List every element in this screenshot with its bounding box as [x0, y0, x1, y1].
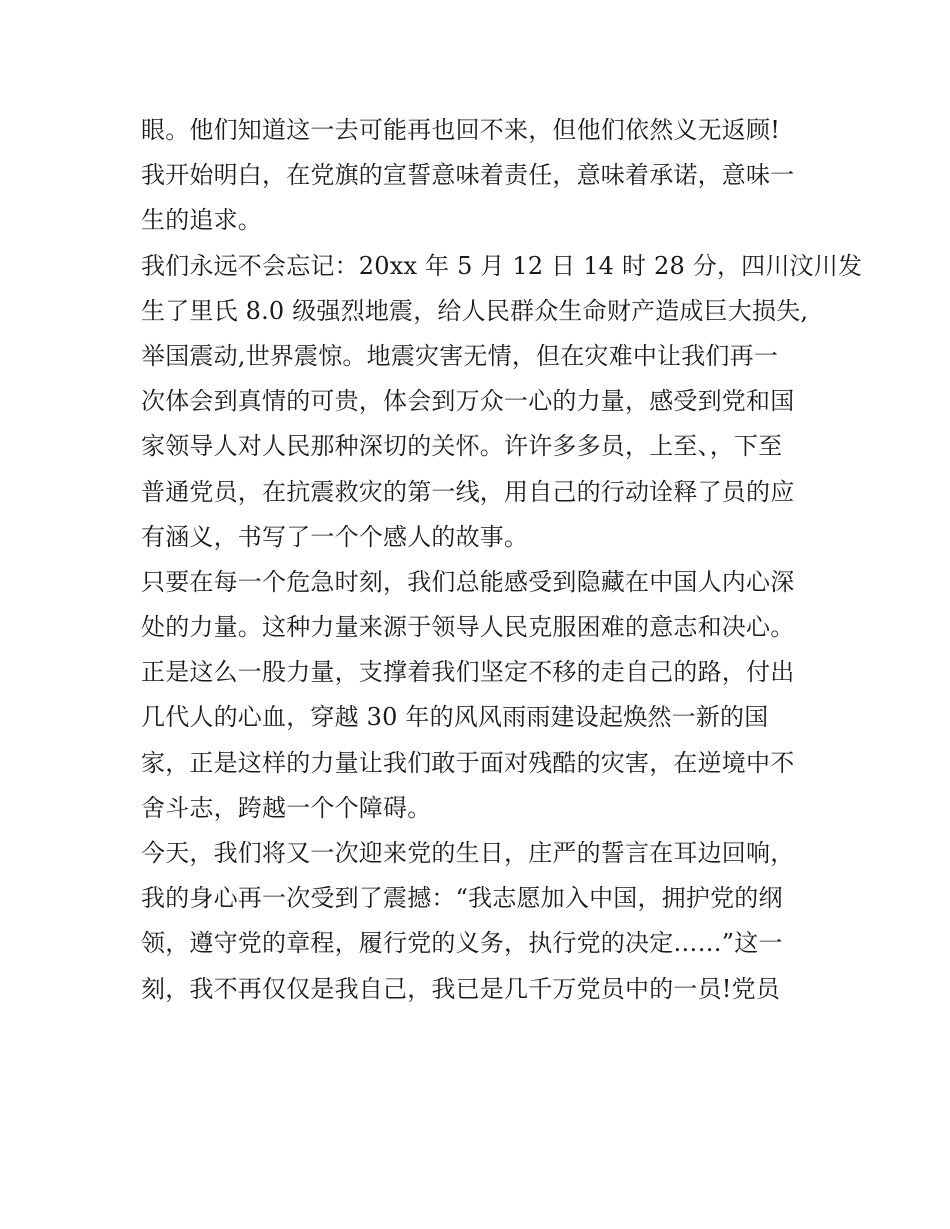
text-line: 今天，我们将又一次迎来党的生日，庄严的誓言在耳边回响，: [141, 839, 795, 867]
text-line: 几代人的心血，穿越 30 年的风风雨雨建设起焕然一新的国: [141, 703, 769, 732]
text-line: 普通党员，在抗震救灾的第一线，用自己的行动诠释了员的应: [141, 477, 795, 506]
text-line: 家领导人对人民那种深切的关怀。许许多多员，上至、，下至: [141, 432, 783, 461]
text-line: 我的身心再一次受到了震撼：“我志愿加入中国，拥护党的纲: [141, 884, 783, 913]
text-line: 生的追求。: [141, 206, 262, 235]
text-line: 处的力量。这种力量来源于领导人民克服困难的意志和决心。: [141, 613, 795, 642]
text-line: 生了里氏 8.0 级强烈地震，给人民群众生命财产造成巨大损失,: [141, 296, 809, 325]
text-line: 我们永远不会忘记：20xx 年 5 月 12 日 14 时 28 分，四川汶川发: [141, 251, 863, 280]
text-line: 家，正是这样的力量让我们敢于面对残酷的灾害，在逆境中不: [141, 748, 795, 777]
text-line: 舍斗志，跨越一个个障碍。: [141, 793, 432, 822]
text-line: 只要在每一个危急时刻，我们总能感受到隐藏在中国人内心深: [141, 567, 795, 596]
text-line: 举国震动,世界震惊。地震灾害无情，但在灾难中让我们再一: [141, 341, 779, 370]
text-line: 眼。他们知道这一去可能再也回不来，但他们依然义无返顾!: [141, 116, 781, 144]
text-line: 次体会到真情的可贵，体会到万众一心的力量，感受到党和国: [141, 387, 795, 416]
text-line: 正是这么一股力量，支撑着我们坚定不移的走自己的路，付出: [141, 658, 795, 687]
text-line: 我开始明白，在党旗的宣誓意味着责任，意味着承诺，意味一: [141, 161, 795, 190]
text-line: 刻，我不再仅仅是我自己，我已是几千万党员中的一员!党员: [141, 974, 781, 1003]
text-line: 有涵义，书写了一个个感人的故事。: [141, 522, 529, 551]
body-text: [141, 108, 863, 1012]
text-line: 领，遵守党的章程，履行党的义务，执行党的决定……”这一: [141, 929, 783, 958]
